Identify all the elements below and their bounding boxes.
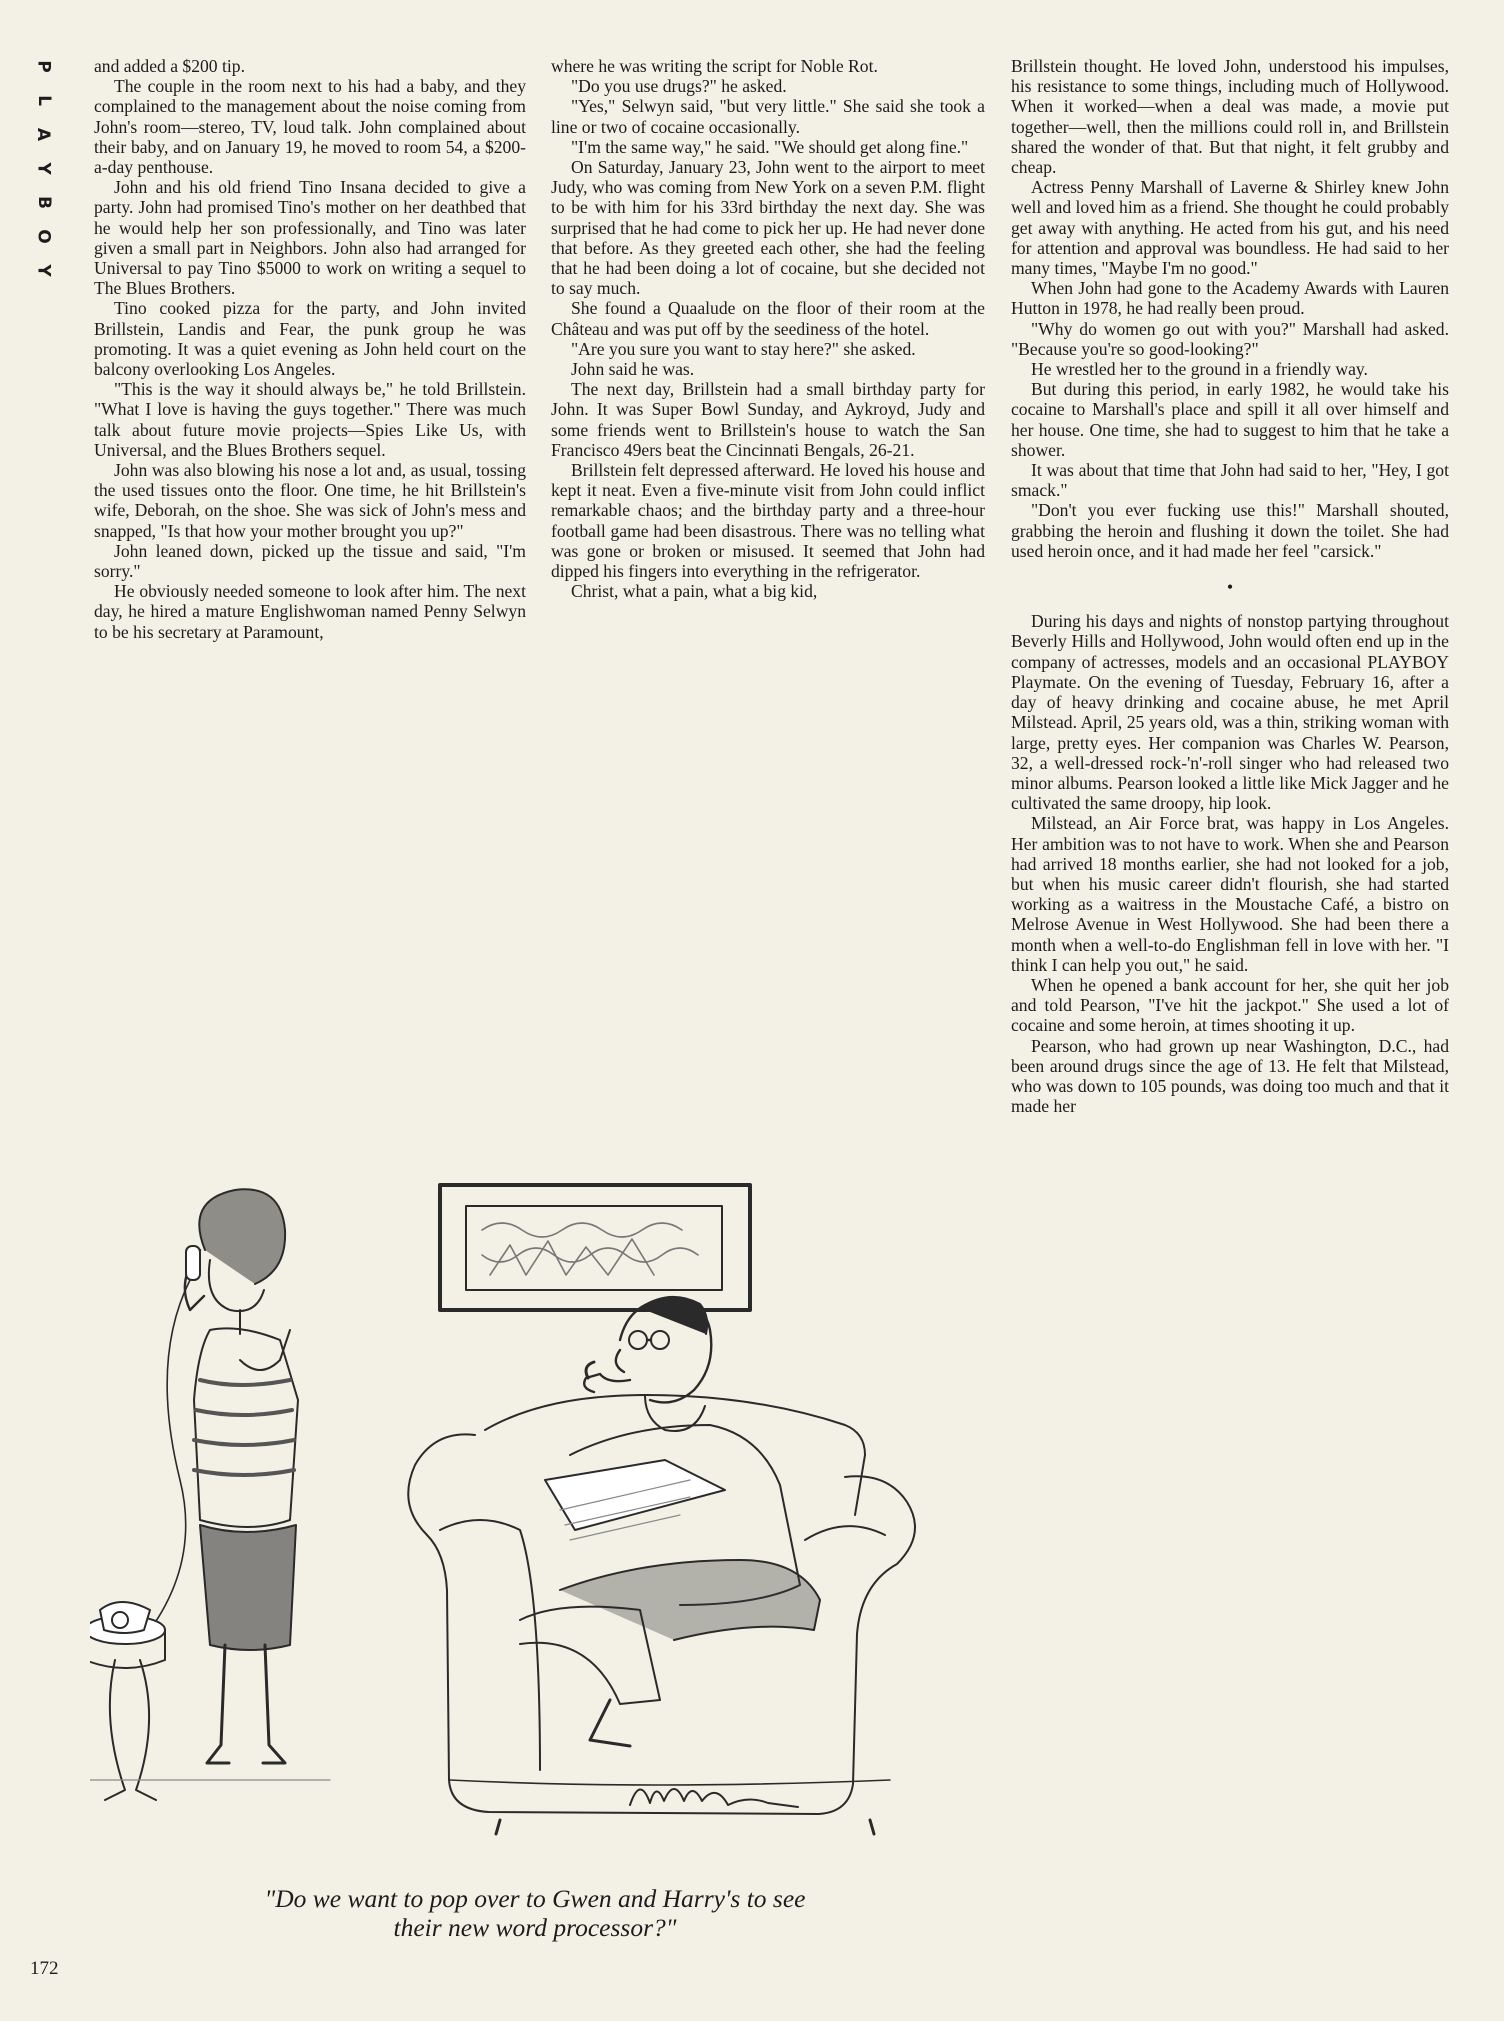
- paragraph: When John had gone to the Academy Awards with Lauren Hutton in 1978, he had really been proud.: [1011, 278, 1449, 319]
- article-column-1: [94, 56, 526, 1168]
- paragraph: "Why do women go out with you?" Marshall had asked. "Because you're so good-looking?": [1011, 318, 1449, 359]
- paragraph: John and his old friend Tino Insana decided to give a party. John had promised Tino's mother on her deathbed that he would help her son professionally, and Tino was later given a small part in Neighbors. John also had arranged for Universal to pay Tino $5000 to work on writing a sequel to The Blues Brothers.: [94, 177, 526, 299]
- paragraph: "This is the way it should always be," he told Brillstein. "What I love is having the guys together." There was much talk about future movie projects—Spies Like Us, with Universal, and the Blues Brothers sequel.: [94, 379, 526, 460]
- paragraph: During his days and nights of nonstop partying throughout Beverly Hills and Hollywood, John would often end up in the company of actresses, models and an occasional PLAYBOY Playmate. On the evening of Tuesday, February 16, after a day of heavy drinking and cocaine abuse, he met April Milstead. April, 25 years old, was a thin, striking woman with large, pretty eyes. Her companion was Charles W. Pearson, 32, a well-dressed rock-'n'-roll singer who had released two minor albums. Pearson looked a little like Mick Jagger and he cultivated the same droopy, hip look.: [1011, 611, 1449, 814]
- paragraph: It was about that time that John had said to her, "Hey, I got smack.": [1011, 460, 1449, 501]
- paragraph: He wrestled her to the ground in a friendly way.: [1031, 359, 1368, 380]
- caption-line: "Do we want to pop over to Gwen and Harry's to see: [264, 1884, 806, 1913]
- article-column-3: [1011, 56, 1449, 2006]
- paragraph: Milstead, an Air Force brat, was happy in Los Angeles. Her ambition was to not have to work. When she and Pearson had arrived 18 months earlier, she had not looked for a job, but when his music career didn't flourish, she had started working as a waitress in the Moustache Café, a bistro on Melrose Avenue in West Hollywood. She had been there a month when a well-to-do Englishman fell in love with her. "I think I can help you out," he said.: [1011, 813, 1449, 975]
- paragraph: Tino cooked pizza for the party, and John invited Brillstein, Landis and Fear, the punk group he was promoting. It was a quiet evening as John held court on the balcony overlooking Los Angeles.: [94, 298, 526, 380]
- paragraph: and added a $200 tip.: [94, 56, 245, 76]
- cartoon-illustration: [90, 1180, 980, 1840]
- rail-letter: B: [33, 196, 54, 209]
- cartoon-caption: [130, 1884, 940, 1942]
- paragraph: Pearson, who had grown up near Washington, D.C., had been around drugs since the age of 13. He felt that Milstead, who was down to 105 pounds, was doing too much and that it made her: [1011, 1035, 1449, 1117]
- telephone-table-icon: [90, 1602, 165, 1800]
- paragraph: where he was writing the script for Noble Rot.: [551, 56, 878, 76]
- paragraph: On Saturday, January 23, John went to the airport to meet Judy, who was coming from New York on a seven P.M. flight to be with him for his 33rd birthday the next day. She was surprised that he had come to pick her up. He had never done that before. As they greeted each other, she had the feeling that he had been doing a lot of cocaine, but she decided not to say much.: [551, 157, 985, 299]
- paragraph: The couple in the room next to his had a baby, and they complained to the management about the noise coming from John's room—stereo, TV, loud talk. John complained about their baby, and on January 19, he moved to room 54, a $200-a-day penthouse.: [94, 76, 526, 178]
- page-number: 172: [30, 1958, 59, 1979]
- woman-on-phone-icon: [150, 1189, 298, 1763]
- paragraph: "Do you use drugs?" he asked.: [571, 76, 787, 97]
- man-reading-icon: [520, 1297, 820, 1746]
- rail-letter: L: [33, 95, 54, 106]
- wall-picture-icon: [440, 1185, 750, 1310]
- rail-letter: Y: [33, 162, 54, 175]
- paragraph: "I'm the same way," he said. "We should get along fine.": [571, 136, 969, 157]
- paragraph: The next day, Brillstein had a small birthday party for John. It was Super Bowl Sunday, and Aykroyd, Judy and some friends went to Brillstein's house to watch the San Francisco 49ers beat the Cincinnati Bengals, 26-21.: [551, 379, 985, 460]
- rail-letter: A: [33, 127, 54, 142]
- caption-line: their new word processor?": [393, 1913, 677, 1942]
- section-separator: •: [1226, 577, 1234, 598]
- paragraph: Brillstein felt depressed afterward. He loved his house and kept it neat. Even a five-minute visit from John could inflict remarkable chaos; and the birthday party and a three-hour football game had been disastrous. There was no telling what was gone or broken or misused. It seemed that John had dipped his fingers into everything in the refrigerator.: [551, 460, 985, 582]
- paragraph: But during this period, in early 1982, he would take his cocaine to Marshall's place and spill it all over himself and her house. One time, she had to suggest to him that he take a shower.: [1011, 379, 1449, 460]
- paragraph: Brillstein thought. He loved John, understood his impulses, his resistance to some things, including much of Hollywood. When it worked—when a deal was made, a movie put together—well, then the millions could roll in, and Brillstein shared the wonder of that. But that night, it felt grubby and cheap.: [1011, 56, 1449, 178]
- paragraph: "Don't you ever fucking use this!" Marshall shouted, grabbing the heroin and flushing it down the toilet. She had used heroin once, and it had made her feel "carsick.": [1011, 500, 1449, 561]
- paragraph: "Yes," Selwyn said, "but very little." She said she took a line or two of cocaine occasionally.: [551, 96, 985, 137]
- paragraph: "Are you sure you want to stay here?" she asked.: [571, 338, 916, 359]
- paragraph: He obviously needed someone to look after him. The next day, he hired a mature Englishwoman named Penny Selwyn to be his secretary at Paramount,: [94, 581, 526, 642]
- paragraph: John said he was.: [571, 359, 695, 380]
- paragraph: Actress Penny Marshall of Laverne & Shirley knew John well and loved him as a friend. She thought he could probably get away with anything. He acted from his gut, and his need for attention and approval was boundless. He had said to her many times, "Maybe I'm no good.": [1011, 177, 1449, 279]
- paragraph: John leaned down, picked up the tissue and said, "I'm sorry.": [94, 540, 526, 582]
- rail-letter: O: [33, 229, 54, 244]
- paragraph: John was also blowing his nose a lot and, as usual, tossing the used tissues onto the floor. One time, he hit Brillstein's wife, Deborah, on the shoe. She was sick of John's mess and snapped, "Is that how your mother brought you up?": [94, 460, 526, 541]
- rail-letter: Y: [33, 264, 54, 277]
- article-column-2: [551, 56, 985, 1168]
- paragraph: Christ, what a pain, what a big kid,: [571, 581, 818, 602]
- magazine-name-rail: [30, 58, 56, 279]
- rail-letter: P: [33, 60, 54, 73]
- paragraph: When he opened a bank account for her, she quit her job and told Pearson, "I've hit the jackpot." She used a lot of cocaine and some heroin, at times shooting it up.: [1011, 974, 1449, 1036]
- paragraph: She found a Quaalude on the floor of their room at the Château and was put off by the seediness of the hotel.: [551, 298, 985, 339]
